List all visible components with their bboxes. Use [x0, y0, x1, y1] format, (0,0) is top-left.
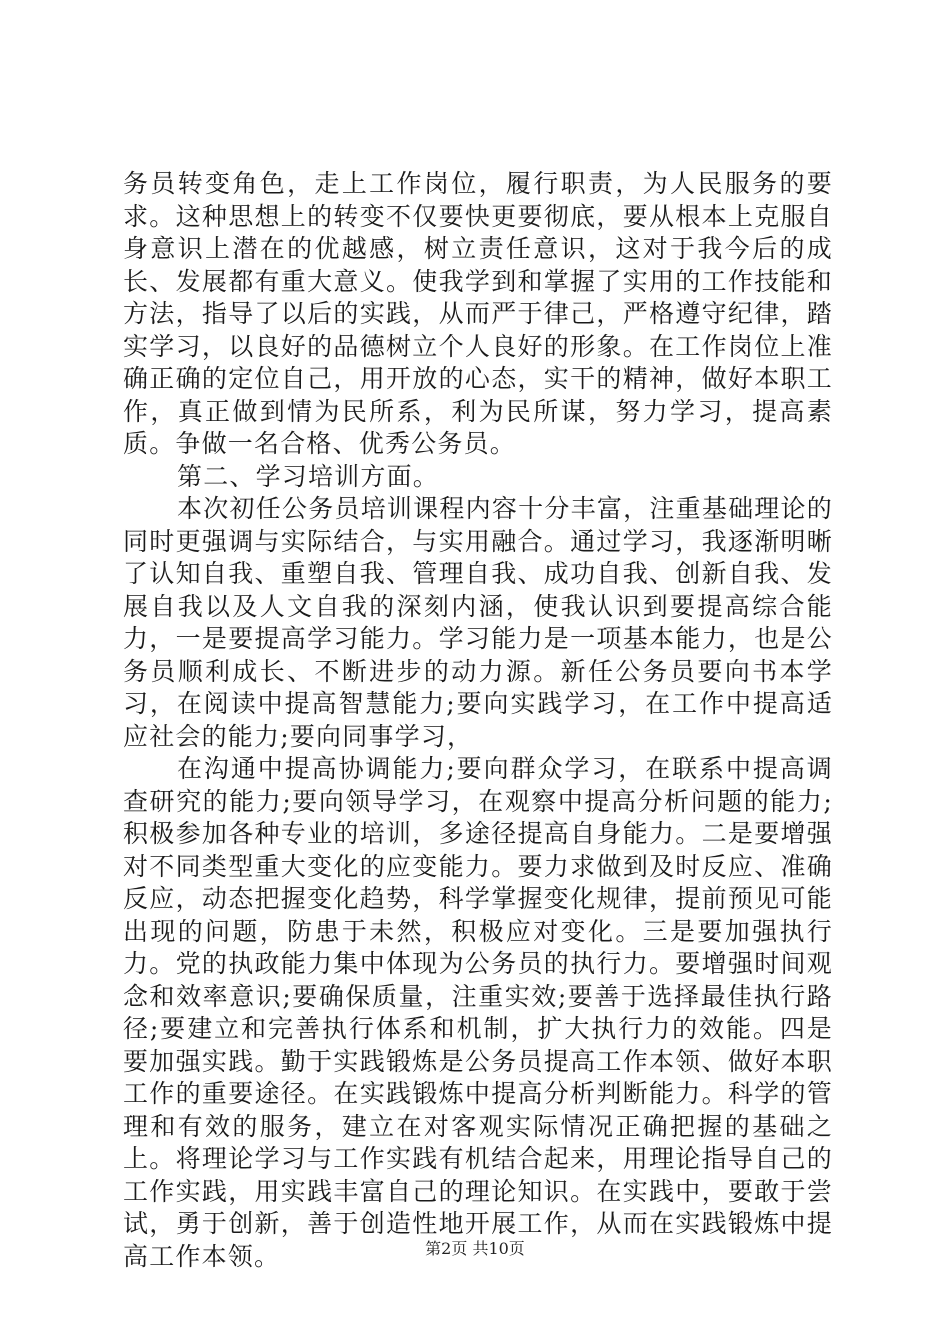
- paragraph-2-heading: 第二、学习培训方面。: [177, 461, 440, 491]
- document-body: [123, 168, 833, 1273]
- paragraph-3: 本次初任公务员培训课程内容十分丰富，注重基础理论的同时更强调与实际结合，与实用融合。通过学习，我逐渐明晰了认知自我、重塑自我、管理自我、成功自我、创新自我、发展自我以及人文自我的深刻内涵，使我认识到要提高综合能力，一是要提高学习能力。学习能力是一项基本能力，也是公务员顺利成长、不断进步的动力源。新任公务员要向书本学习，在阅读中提高智慧能力;要向实践学习，在工作中提高适应社会的能力;要向同事学习，: [123, 494, 833, 751]
- paragraph-4: 在沟通中提高协调能力;要向群众学习，在联系中提高调查研究的能力;要向领导学习，在观察中提高分析问题的能力;积极参加各种专业的培训，多途径提高自身能力。二是要增强对不同类型重大变化的应变能力。要力求做到及时反应、准确反应，动态把握变化趋势，科学掌握变化规律，提前预见可能出现的问题，防患于未然，积极应对变化。三是要加强执行力。党的执政能力集中体现为公务员的执行力。要增强时间观念和效率意识;要确保质量，注重实效;要善于选择最佳执行路径;要建立和完善执行体系和机制，扩大执行力的效能。四是要加强实践。勤于实践锻炼是公务员提高工作本领、做好本职工作的重要途径。在实践锻炼中提高分析判断能力。科学的管理和有效的服务，建立在对客观实际情况正确把握的基础之上。将理论学习与工作实践有机结合起来，用理论指导自己的工作实践，用实践丰富自己的理论知识。在实践中，要敢于尝试，勇于创新，善于创造性地开展工作，从而在实践锻炼中提高工作本领。: [123, 754, 833, 1271]
- page-number-footer: 第2页 共10页: [425, 1239, 525, 1258]
- paragraph-1: 务员转变角色，走上工作岗位，履行职责，为人民服务的要求。这种思想上的转变不仅要快更要彻底，要从根本上克服自身意识上潜在的优越感，树立责任意识，这对于我今后的成长、发展都有重大意义。使我学到和掌握了实用的工作技能和方法，指导了以后的实践，从而严于律己，严格遵守纪律，踏实学习，以良好的品德树立个人良好的形象。在工作岗位上准确正确的定位自己，用开放的心态，实干的精神，做好本职工作，真正做到情为民所系，利为民所谋，努力学习，提高素质。争做一名合格、优秀公务员。: [123, 169, 833, 458]
